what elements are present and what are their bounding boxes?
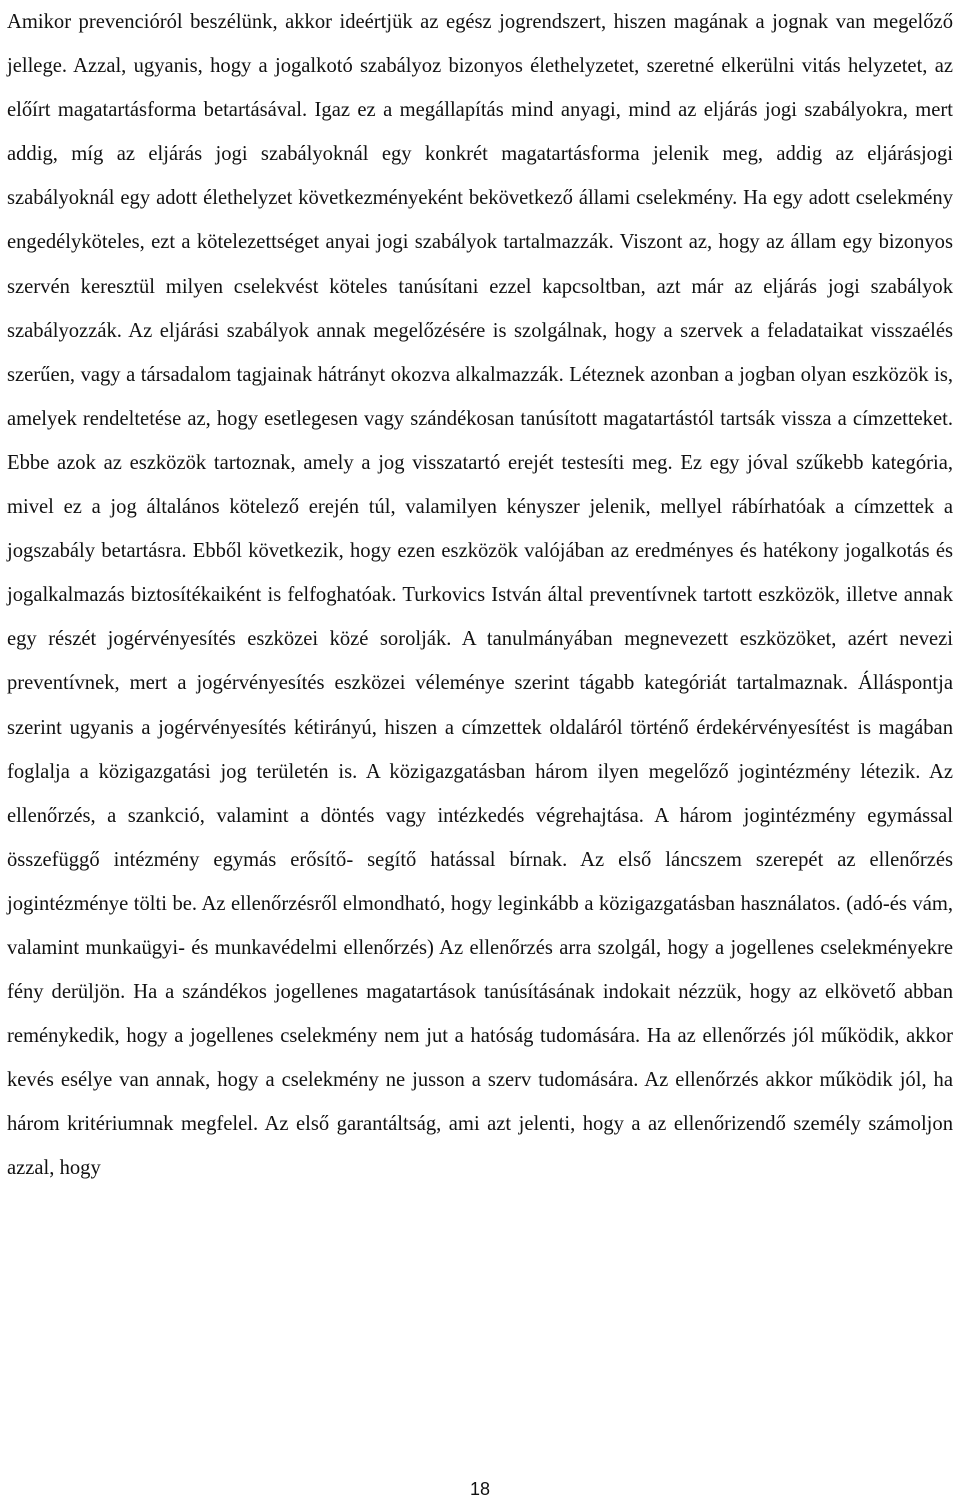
page-number: 18: [469, 1479, 491, 1499]
body-paragraph: Amikor prevencióról beszélünk, akkor ideértjük az egész jogrendszert, hiszen magának a jognak van megelőző jellege. Azzal, ugyanis, hogy a jogalkotó szabályoz bizonyos élethelyzetet, szeretné elkerülni vitás helyzetet, az előírt magatartásforma betartásával. Igaz ez a megállapítás mind anyagi, mind az eljárás jogi szabályokra, mert addig, míg az eljárás jogi szabályoknál egy konkrét magatartásforma jelenik meg, addig az eljárásjogi szabályoknál egy adott élethelyzet következményeként bekövetkező állami cselekmény. Ha egy adott cselekmény engedélyköteles, ezt a kötelezettséget anyai jogi szabályok tartalmazzák. Viszont az, hogy az állam egy bizonyos szervén keresztül milyen cselekvést köteles tanúsítani ezzel kapcsoltban, azt már az eljárás jogi szabályok szabályozzák. Az eljárási szabályok annak megelőzésére is szolgálnak, hogy a szervek a feladataikat visszaélés szerűen, vagy a társadalom tagjainak hátrányt okozva alkalmazzák. Léteznek azonban a jogban olyan eszközök is, amelyek rendeltetése az, hogy esetlegesen vagy szándékosan tanúsított magatartástól tartsák vissza a címzetteket. Ebbe azok az eszközök tartoznak, amely a jog visszatartó erejét testesíti meg. Ez egy jóval szűkebb kategória, mivel ez a jog általános kötelező erején túl, valamilyen kényszer jelenik, mellyel rábírhatóak a címzettek a jogszabály betartásra. Ebből következik, hogy ezen eszközök valójában az eredményes és hatékony jogalkotás és jogalkalmazás biztosítékaiként is felfoghatóak. Turkovics István által preventívnek tartott eszközök, illetve annak egy részét jogérvényesítés eszközei közé sorolják. A tanulmányában megnevezett eszközöket, azért nevezi preventívnek, mert a jogérvényesítés eszközei véleménye szerint tágabb kategóriát tartalmaznak. Álláspontja szerint ugyanis a jogérvényesítés kétirányú, hiszen a címzettek oldaláról történő érdekérvényesítést is magában foglalja a közigazgatási jog területén is. A közigazgatásban három ilyen megelőző jogintézmény létezik. Az ellenőrzés, a szankció, valamint a döntés vagy intézkedés végrehajtása. A három jogintézmény egymással összefüggő intézmény egymás erősítő- segítő hatással bírnak. Az első láncszem szerepét az ellenőrzés jogintézménye tölti be. Az ellenőrzésről elmondható, hogy leginkább a közigazgatásban használatos. (adó-és vám, valamint munkaügyi- és munkavédelmi ellenőrzés) Az ellenőrzés arra szolgál, hogy a jogellenes cselekményekre fény derüljön. Ha a szándékos jogellenes magatartások tanúsításának indokait nézzük, hogy az elkövető abban reménykedik, hogy a jogellenes cselekmény nem jut a hatóság tudomására. Ha az ellenőrzés jól működik, akkor kevés esélye van annak, hogy a cselekmény ne jusson a szerv tudomására. Az ellenőrzés akkor működik jól, ha három kritériumnak megfelel. Az első garantáltság, ami azt jelenti, hogy a az ellenőrizendő személy számoljon azzal, hogy: [7, 11, 953, 1180]
